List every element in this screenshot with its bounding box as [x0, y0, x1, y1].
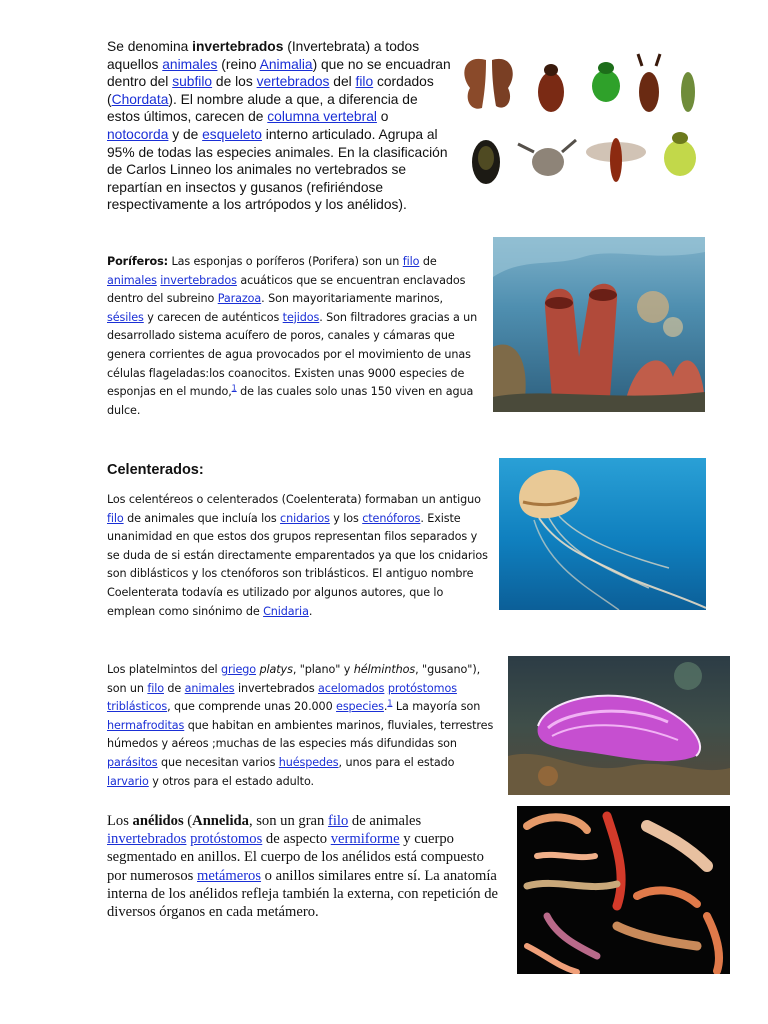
platelmintos-paragraph: Los platelmintos del griego platys, "plano" y hélminthos, "gusano"), son un filo de animales invertebrados acelomados protóstomos triblásticos, que comprende unas 20.000 especies.$^1$ La mayoría son hermafroditas que habitan en ambientes marinos, fluviales, terrestres húmedos y aéreos ;muchas de las especies más difundidas son parásitos que necesitan varios huéspedes, unos para el estado larvario y otros para el estado adulto.	[107, 663, 494, 788]
link-tejidos[interactable]: tejidos	[282, 310, 320, 324]
link-filo[interactable]: filo	[107, 511, 124, 525]
link-chordata[interactable]: Chordata	[111, 91, 169, 107]
link-especies[interactable]: especies	[336, 700, 384, 714]
link-animalia[interactable]: Animalia	[259, 56, 313, 72]
link-columna-vertebral[interactable]: columna vertebral	[267, 109, 377, 125]
link-filo[interactable]: filo	[402, 255, 420, 268]
link-vertebrados[interactable]: vertebrados	[256, 74, 330, 90]
link-parasitos[interactable]: parásitos	[107, 755, 158, 769]
link-filo[interactable]: filo	[355, 74, 374, 90]
link-animales[interactable]: animales	[184, 681, 235, 695]
link-filo[interactable]: filo	[147, 681, 164, 695]
insects-image	[456, 52, 708, 202]
link-sesiles[interactable]: sésiles	[107, 310, 144, 324]
intro-paragraph: Se denomina invertebrados (Invertebrata) a todos aquellos animales (reino Animalia) que no se encuadran dentro del subfilo de los vertebrados del filo cordados (Chordata). El nombre alude a que, a diferencia de estos últimos, carecen de columna vertebral o notocorda y de esqueleto interno articulado. Agrupa al 95% de todas las especies animales. En la clasificación de Carlos Linneo los animales no vertebrados se repartían en insectos y gusanos (refiriéndose respectivamente a los artrópodos y los anélidos).	[107, 39, 451, 213]
link-filo[interactable]: filo	[327, 813, 349, 829]
link-protostomos[interactable]: protóstomos	[190, 831, 263, 848]
footnote-link[interactable]: 1	[231, 383, 237, 393]
insects-illustration	[456, 52, 708, 202]
link-cnidaria[interactable]: Cnidaria	[263, 604, 309, 618]
celenterados-heading: Celenterados:	[107, 462, 204, 478]
annelids-image	[517, 806, 730, 974]
poriferos-term: Poríferos:	[107, 255, 169, 268]
link-larvario[interactable]: larvario	[107, 774, 149, 788]
annelids-illustration	[517, 806, 730, 974]
link-animales[interactable]: animales	[162, 56, 218, 72]
intro-text: Se denomina	[107, 39, 193, 54]
flatworm-illustration	[508, 656, 730, 795]
link-esqueleto[interactable]: esqueleto	[202, 126, 262, 142]
link-cnidarios[interactable]: cnidarios	[280, 511, 330, 525]
link-hermafroditas[interactable]: hermafroditas	[107, 718, 185, 732]
flatworm-image	[508, 656, 730, 795]
intro-term: invertebrados	[192, 39, 284, 54]
link-parazoa[interactable]: Parazoa	[217, 292, 262, 306]
link-animales[interactable]: animales	[107, 273, 157, 287]
poriferos-paragraph: Poríferos: Las esponjas o poríferos (Porifera) son un filo de animales invertebrados acuáticos que se encuentran enclavados dentro del subreino Parazoa. Son mayoritariamente marinos, sésiles y carecen de auténticos tejidos. Son filtradores gracias a un desarrollado sistema acuífero de poros, canales y cámaras que genera corrientes de agua provocados por el movimiento de unas células flageladas:los coanocitos. Existen unas 9000 especies de esponjas en el mundo,$^1$ de las cuales solo unas 150 viven en agua dulce.	[107, 255, 478, 417]
link-vermiforme[interactable]: vermiforme	[330, 831, 400, 848]
jellyfish-image	[499, 458, 706, 610]
anelidos-paragraph: Los anélidos (Annelida, son un gran filo de animales invertebrados protóstomos de aspecto vermiforme y cuerpo segmentado en anillos. El cuerpo de los anélidos está compuesto por numerosos metámeros o anillos similares entre sí. La anatomía interna de los anélidos refleja también la externa, con repetición de diversos órganos en cada metámero.	[107, 813, 499, 921]
link-ctenoforos[interactable]: ctenóforos	[362, 511, 421, 525]
link-invertebrados[interactable]: invertebrados	[160, 273, 237, 287]
link-invertebrados[interactable]: invertebrados	[107, 831, 187, 848]
link-subfilo[interactable]: subfilo	[172, 74, 213, 90]
celenterados-paragraph: Los celentéreos o celenterados (Coelenterata) formaban un antiguo filo de animales que incluía los cnidarios y los ctenóforos. Existe unanimidad en que estos dos grupos representan filos separados y se duda de si están directamente emparentados ya que los cnidarios son diblásticos y los ctenóforos son triblásticos. El antiguo nombre Coelenterata todavía es utilizado por algunos autores, que lo emplean como sinónimo de Cnidaria.	[107, 493, 488, 618]
link-notocorda[interactable]: notocorda	[107, 126, 169, 142]
link-protostomos-triblasticos[interactable]: protóstomos triblásticos	[107, 681, 457, 714]
link-acelomados[interactable]: acelomados	[318, 681, 385, 695]
link-metameros[interactable]: metámeros	[197, 867, 262, 884]
sponge-image	[493, 237, 705, 412]
jellyfish-illustration	[499, 458, 706, 610]
link-griego[interactable]: griego	[220, 663, 257, 676]
link-huespedes[interactable]: huéspedes	[278, 755, 339, 769]
footnote-link[interactable]: 1	[387, 698, 393, 708]
anelidos-term: anélidos	[132, 813, 184, 829]
sponge-illustration	[493, 237, 705, 412]
